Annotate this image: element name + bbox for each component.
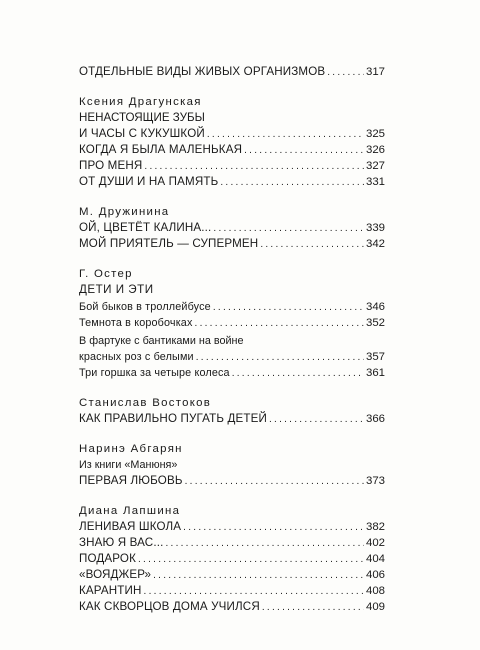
page-number: 342	[365, 238, 385, 250]
page-number: 373	[365, 475, 385, 487]
series-title: ДЕТИ И ЭТИ	[79, 283, 154, 296]
entry-title: ЗНАЮ Я ВАС...	[79, 536, 164, 549]
toc-entry	[79, 411, 385, 427]
dot-leader	[260, 237, 364, 253]
page-number: 409	[365, 601, 385, 613]
entry-title: Бой быков в троллейбусе	[79, 301, 211, 313]
author-group	[79, 94, 385, 190]
entry-title: КАК ПРАВИЛЬНО ПУГАТЬ ДЕТЕЙ	[79, 412, 267, 425]
entry-title: ПЕРВАЯ ЛЮБОВЬ	[79, 474, 183, 487]
author-name: Наринэ Абгарян	[79, 443, 183, 455]
entry-title-line: В фартуке с бантиками на войне	[79, 335, 244, 347]
toc-entry	[79, 519, 385, 535]
toc-entry	[79, 299, 385, 315]
author-name: М. Дружинина	[79, 206, 170, 218]
entry-title: МОЙ ПРИЯТЕЛЬ — СУПЕРМЕН	[79, 237, 259, 250]
page-number: 357	[365, 351, 385, 363]
entry-title: КАК СКВОРЦОВ ДОМА УЧИЛСЯ	[79, 600, 260, 613]
dot-leader	[213, 221, 364, 237]
dot-leader	[185, 474, 364, 490]
toc-entry	[79, 174, 385, 190]
page-number: 325	[365, 128, 385, 140]
entry-title: КОГДА Я БЫЛА МАЛЕНЬКАЯ	[79, 143, 243, 156]
toc-entry	[79, 567, 385, 583]
page-number: 317	[365, 66, 385, 78]
page-number: 361	[365, 367, 385, 379]
table-of-contents	[79, 64, 385, 615]
dot-leader	[207, 127, 364, 143]
toc-entry	[79, 535, 385, 551]
toc-entry	[79, 126, 385, 142]
page-number: 352	[365, 317, 385, 329]
dot-leader	[153, 568, 364, 584]
author-group	[79, 395, 385, 427]
toc-entry	[79, 220, 385, 236]
entry-title: Три горшка за четыре колеса	[79, 367, 230, 379]
author-group	[79, 441, 385, 489]
toc-entry	[79, 551, 385, 567]
page-number: 366	[365, 413, 385, 425]
author-name: Г. Остер	[79, 268, 133, 280]
dot-leader	[262, 600, 364, 616]
toc-entry	[79, 64, 385, 80]
page-number: 346	[365, 301, 385, 313]
dot-leader	[213, 300, 364, 316]
page-number: 382	[365, 521, 385, 533]
entry-title: «ВОЯДЖЕР»	[79, 568, 152, 581]
dot-leader	[196, 350, 364, 366]
toc-entry	[79, 473, 385, 489]
entry-title: ОТ ДУШИ И НА ПАМЯТЬ	[79, 175, 219, 188]
toc-entry	[79, 315, 385, 331]
entry-title: КАРАНТИН	[79, 584, 142, 597]
toc-entry	[79, 599, 385, 615]
dot-leader	[138, 552, 364, 568]
toc-entry	[79, 142, 385, 158]
toc-entry	[79, 583, 385, 599]
page-number: 408	[365, 585, 385, 597]
author-group	[79, 503, 385, 615]
dot-leader	[327, 65, 364, 81]
author-group	[79, 204, 385, 252]
page-number: 327	[365, 160, 385, 172]
entry-title-line: НЕНАСТОЯЩИЕ ЗУБЫ	[79, 111, 205, 124]
author-name: Диана Лапшина	[79, 505, 181, 517]
dot-leader	[183, 520, 364, 536]
entry-title: красных роз с белыми	[79, 351, 194, 363]
page-number: 326	[365, 144, 385, 156]
author-group	[79, 266, 385, 381]
dot-leader	[144, 584, 364, 600]
entry-title: ПРО МЕНЯ	[79, 159, 143, 172]
dot-leader	[165, 536, 364, 552]
toc-entry	[79, 349, 385, 365]
dot-leader	[269, 412, 364, 428]
dot-leader	[232, 366, 364, 382]
entry-title: ЛЕНИВАЯ ШКОЛА	[79, 520, 182, 533]
page-number: 404	[365, 553, 385, 565]
entry-title: ОЙ, ЦВЕТЁТ КАЛИНА...	[79, 221, 212, 234]
toc-entry	[79, 158, 385, 174]
entry-title: ПОДАРОК	[79, 552, 136, 565]
entry-title: ОТДЕЛЬНЫЕ ВИДЫ ЖИВЫХ ОРГАНИЗМОВ	[79, 65, 326, 78]
dot-leader	[244, 143, 364, 159]
page-number: 331	[365, 176, 385, 188]
dot-leader	[220, 175, 364, 191]
dot-leader	[144, 159, 364, 175]
page-number: 402	[365, 537, 385, 549]
author-name: Ксения Драгунская	[79, 96, 202, 108]
entry-title: Темнота в коробочках	[79, 317, 193, 329]
page-number: 406	[365, 569, 385, 581]
toc-entry	[79, 365, 385, 381]
book-intro: Из книги «Манюня»	[79, 459, 178, 471]
toc-entry	[79, 236, 385, 252]
author-name: Станислав Востоков	[79, 397, 212, 409]
entry-title: И ЧАСЫ С КУКУШКОЙ	[79, 127, 205, 140]
dot-leader	[195, 316, 364, 332]
page-number: 339	[365, 222, 385, 234]
